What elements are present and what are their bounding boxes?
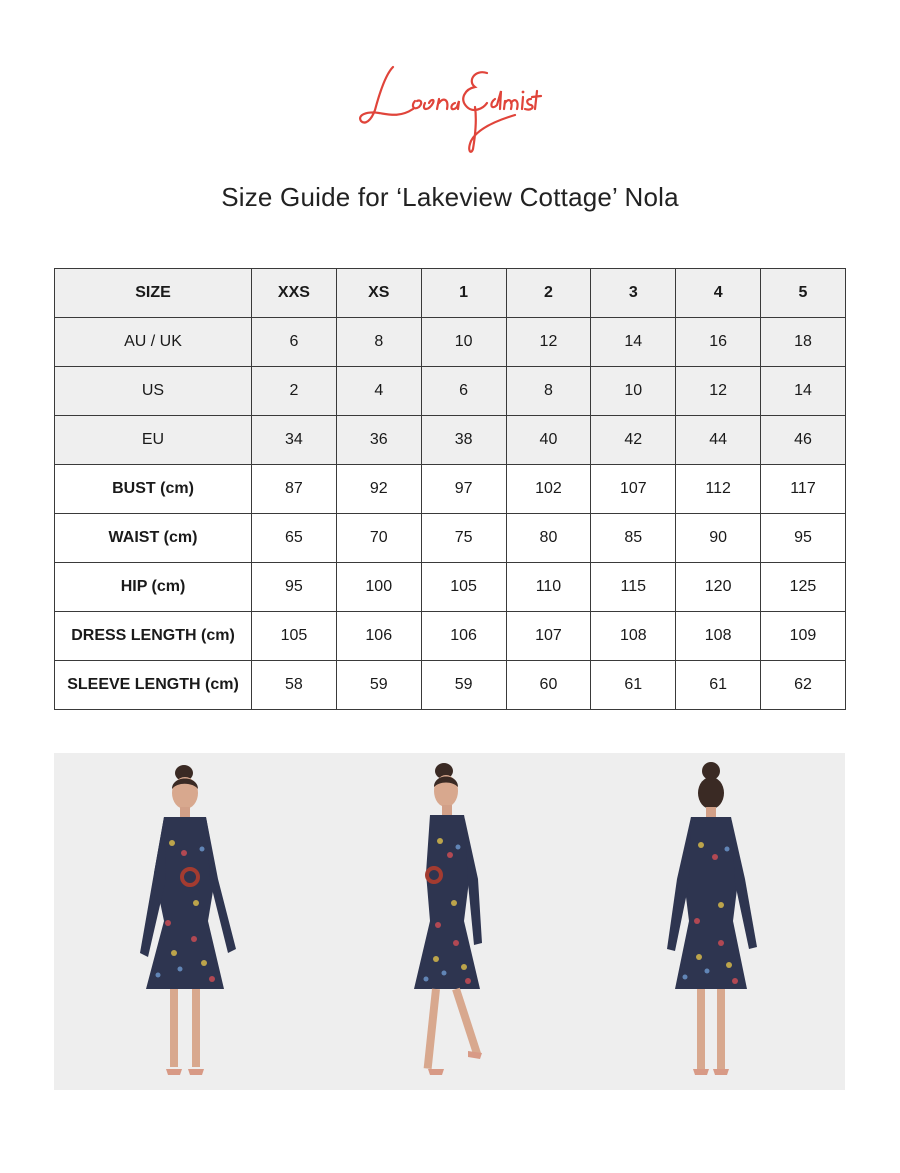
table-cell: 59 [421, 661, 506, 710]
column-header-size: SIZE [55, 269, 252, 318]
table-cell: 97 [421, 465, 506, 514]
row-label: AU / UK [55, 318, 252, 367]
model-photo-front [54, 753, 318, 1090]
model-photo-back [581, 753, 845, 1090]
table-cell: 16 [676, 318, 761, 367]
table-cell: 105 [252, 612, 337, 661]
column-header: 2 [506, 269, 591, 318]
table-cell: 90 [676, 514, 761, 563]
table-cell: 4 [336, 367, 421, 416]
table-cell: 61 [591, 661, 676, 710]
table-cell: 2 [252, 367, 337, 416]
table-cell: 100 [336, 563, 421, 612]
row-label: DRESS LENGTH (cm) [55, 612, 252, 661]
page-title: Size Guide for ‘Lakeview Cottage’ Nola [221, 182, 679, 212]
table-cell: 95 [761, 514, 846, 563]
table-cell: 18 [761, 318, 846, 367]
table-row-hip [55, 563, 846, 612]
column-header: XS [336, 269, 421, 318]
table-header-row [55, 269, 846, 318]
table-cell: 108 [676, 612, 761, 661]
table-cell: 6 [421, 367, 506, 416]
table-row-us [55, 367, 846, 416]
column-header: 3 [591, 269, 676, 318]
table-cell: 125 [761, 563, 846, 612]
table-cell: 6 [252, 318, 337, 367]
table-cell: 106 [336, 612, 421, 661]
row-label: BUST (cm) [55, 465, 252, 514]
table-cell: 87 [252, 465, 337, 514]
table-row-waist [55, 514, 846, 563]
table-row-dress-length [55, 612, 846, 661]
table-cell: 40 [506, 416, 591, 465]
table-cell: 102 [506, 465, 591, 514]
table-cell: 108 [591, 612, 676, 661]
table-cell: 42 [591, 416, 676, 465]
row-label: HIP (cm) [55, 563, 252, 612]
column-header: 5 [761, 269, 846, 318]
table-cell: 8 [506, 367, 591, 416]
table-cell: 106 [421, 612, 506, 661]
table-row-au-uk [55, 318, 846, 367]
table-cell: 59 [336, 661, 421, 710]
table-cell: 8 [336, 318, 421, 367]
size-table [54, 268, 846, 710]
table-cell: 105 [421, 563, 506, 612]
model-photo-side [318, 753, 582, 1090]
column-header: XXS [252, 269, 337, 318]
table-cell: 70 [336, 514, 421, 563]
table-cell: 38 [421, 416, 506, 465]
table-cell: 10 [591, 367, 676, 416]
table-cell: 95 [252, 563, 337, 612]
table-cell: 44 [676, 416, 761, 465]
table-cell: 75 [421, 514, 506, 563]
table-cell: 110 [506, 563, 591, 612]
table-cell: 46 [761, 416, 846, 465]
table-cell: 117 [761, 465, 846, 514]
row-label: US [55, 367, 252, 416]
row-label: SLEEVE LENGTH (cm) [55, 661, 252, 710]
table-row-eu [55, 416, 846, 465]
table-cell: 85 [591, 514, 676, 563]
product-photos [54, 753, 845, 1090]
table-cell: 80 [506, 514, 591, 563]
table-cell: 112 [676, 465, 761, 514]
table-cell: 60 [506, 661, 591, 710]
table-cell: 107 [591, 465, 676, 514]
column-header: 1 [421, 269, 506, 318]
table-cell: 12 [506, 318, 591, 367]
table-cell: 65 [252, 514, 337, 563]
table-cell: 62 [761, 661, 846, 710]
table-cell: 115 [591, 563, 676, 612]
table-cell: 120 [676, 563, 761, 612]
table-cell: 107 [506, 612, 591, 661]
table-cell: 10 [421, 318, 506, 367]
table-cell: 109 [761, 612, 846, 661]
row-label: WAIST (cm) [55, 514, 252, 563]
table-cell: 36 [336, 416, 421, 465]
table-cell: 14 [591, 318, 676, 367]
table-cell: 14 [761, 367, 846, 416]
column-header: 4 [676, 269, 761, 318]
table-cell: 92 [336, 465, 421, 514]
table-cell: 12 [676, 367, 761, 416]
table-row-sleeve-length [55, 661, 846, 710]
row-label: EU [55, 416, 252, 465]
table-row-bust [55, 465, 846, 514]
table-cell: 34 [252, 416, 337, 465]
table-cell: 61 [676, 661, 761, 710]
table-cell: 58 [252, 661, 337, 710]
brand-logo [355, 55, 545, 155]
